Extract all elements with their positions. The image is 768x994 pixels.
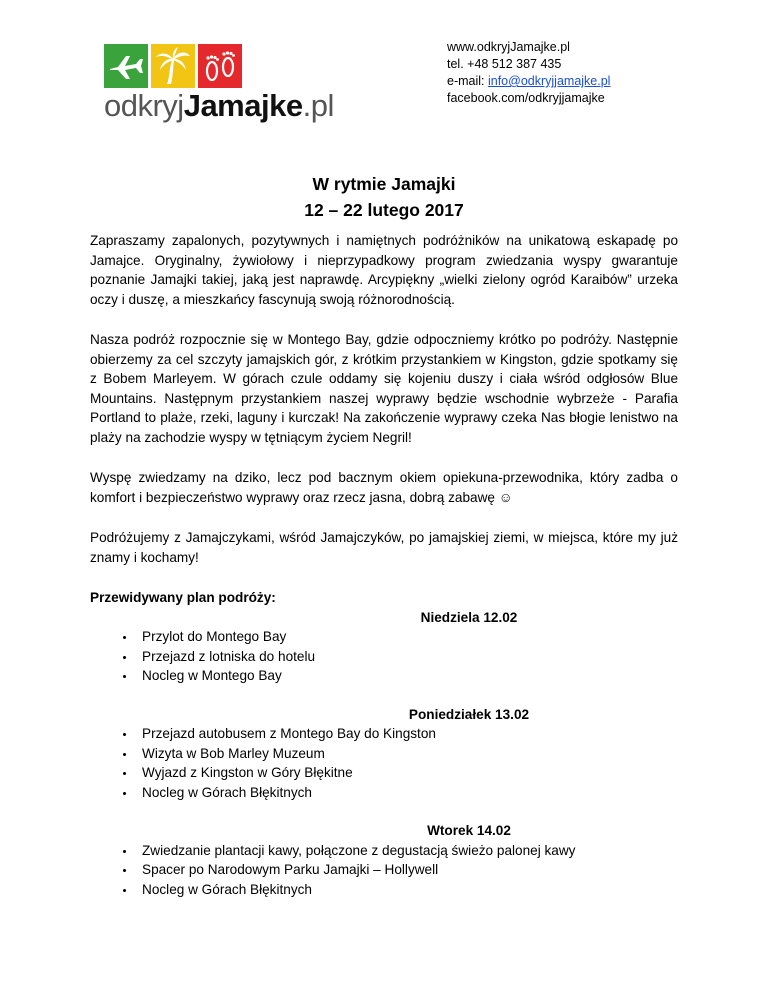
contact-email-line: [447, 73, 610, 90]
day-heading: Wtorek 14.02: [427, 823, 511, 838]
list-item: • Przejazd autobusem z Montego Bay do Kingston: [136, 724, 678, 744]
logo-word-suffix: .pl: [302, 88, 334, 123]
list-item: • Przejazd z lotniska do hotelu: [136, 647, 678, 667]
contact-email-link[interactable]: info@odkryjjamajke.pl: [487, 74, 611, 88]
logo-tiles: [104, 44, 324, 88]
day-itinerary-list: [90, 627, 678, 686]
title-line-1: W rytmie Jamajki: [312, 174, 456, 194]
list-item: • Zwiedzanie plantacji kawy, połączone z degustacją świeżo palonej kawy: [136, 841, 678, 861]
document-title: [0, 171, 768, 223]
day-heading: Niedziela 12.02: [420, 609, 518, 625]
list-item: • Nocleg w Górach Błękitnych: [136, 783, 678, 803]
palm-tree-icon: [151, 44, 195, 88]
day-itinerary-list: [90, 724, 678, 802]
list-item: • Wyjazd z Kingston w Góry Błękitne: [136, 763, 678, 783]
list-item: • Spacer po Narodowym Parku Jamajki – Hollywell: [136, 860, 678, 880]
paragraph: Wyspę zwiedzamy na dziko, lecz pod bacznym okiem opiekuna-przewodnika, który zadba o komfort i bezpieczeństwo wyprawy oraz rzecz jasna, dobrą zabawę ☺: [90, 470, 678, 505]
day-itinerary-list: [90, 841, 678, 900]
logo-word-light: odkryj: [104, 88, 184, 123]
footprints-icon: [198, 44, 242, 88]
contact-facebook[interactable]: facebook.com/odkryjjamajke: [447, 91, 605, 105]
paragraph: Podróżujemy z Jamajczykami, wśród Jamajczyków, po jamajskiej ziemi, w miejsca, które my już znamy i kochamy!: [90, 530, 678, 565]
contact-website[interactable]: www.odkryjJamajke.pl: [447, 40, 570, 54]
airplane-icon: [104, 44, 148, 88]
paragraph: Nasza podróż rozpocznie się w Montego Bay, gdzie odpoczniemy krótko po podróży. Następnie obierzemy za cel szczyty jamajskich gór, z krótkim przystankiem w Kingston, gdzie spotkamy się z Bobem Marleyem. W górach czule oddamy się kojeniu duszy i ciała wśród odgłosów Blue Mountains. Następnym przystankiem naszej wyprawy będzie wschodnie wybrzeże - Parafia Portland to plaże, rzeki, laguny i kurczak! Na zakończenie wyprawy czeka Nas błogie lenistwo na plaży na zachodzie wyspy w tętniącym życiem Negril!: [90, 332, 678, 445]
document-body: [90, 231, 678, 918]
logo-wordmark: [104, 88, 334, 124]
title-line-2: 12 – 22 lutego 2017: [304, 200, 464, 220]
paragraph: Zapraszamy zapalonych, pozytywnych i namiętnych podróżników na unikatową eskapadę po Jamajce. Oryginalny, żywiołowy i nieprzypadkowy program zwiedzania wyspy gwarantuje poznanie Jamajki takiej, jaką jest naprawdę. Arcypiękny „wielki zielony ogród Karaibów” urzeka oczy i duszę, a mieszkańcy fascynują swoją różnorodnością.: [90, 233, 678, 307]
list-item: • Przylot do Montego Bay: [136, 627, 678, 647]
plan-heading: Przewidywany plan podróży:: [90, 590, 276, 605]
list-item: • Nocleg w Montego Bay: [136, 666, 678, 686]
list-item: • Wizyta w Bob Marley Muzeum: [136, 744, 678, 764]
list-item: • Nocleg w Górach Błękitnych: [136, 880, 678, 900]
day-heading: Poniedziałek 13.02: [408, 706, 530, 722]
logo-word-bold: Jamajke: [183, 88, 303, 123]
contact-phone: tel. +48 512 387 435: [447, 57, 562, 71]
contact-block: [447, 39, 610, 107]
contact-email-label: e-mail:: [447, 74, 488, 88]
brand-logo: [104, 44, 334, 124]
